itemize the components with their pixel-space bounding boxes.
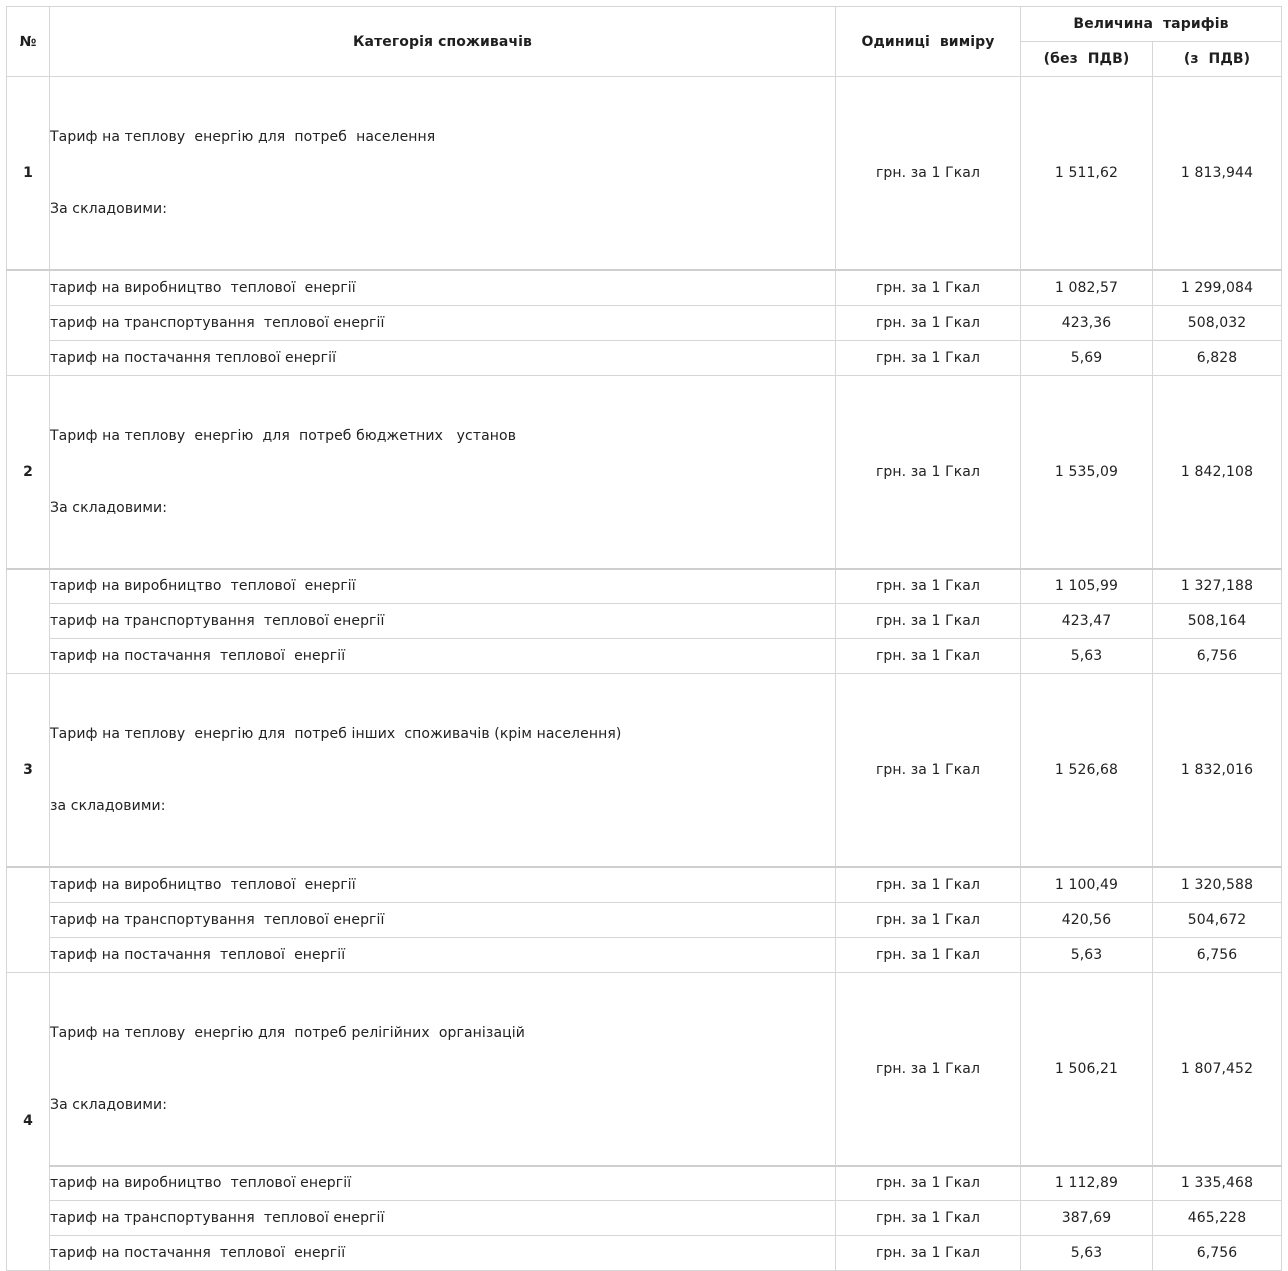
row-no-vat: 1 112,89 <box>1021 1166 1153 1201</box>
group-title-line1: Тариф на теплову енергію для потреб населення <box>50 129 436 145</box>
header-no-vat: (без ПДВ) <box>1021 42 1153 77</box>
row-label: тариф на транспортування теплової енергії <box>50 604 836 639</box>
group-unit: грн. за 1 Гкал <box>836 375 1021 569</box>
group-title-line1: Тариф на теплову енергію для потреб релігійних організацій <box>50 1024 525 1041</box>
row-no-vat: 423,47 <box>1021 604 1153 639</box>
row-no-vat: 5,63 <box>1021 1236 1153 1271</box>
group-with-vat: 1 832,016 <box>1153 674 1282 868</box>
row-label: тариф на транспортування теплової енергії <box>50 305 836 340</box>
table-row <box>7 639 1282 674</box>
row-label: тариф на постачання теплової енергії <box>50 639 836 674</box>
row-no-vat: 423,36 <box>1021 305 1153 340</box>
table-row <box>7 1166 1282 1201</box>
group-with-vat: 1 842,108 <box>1153 375 1282 569</box>
header-row-1 <box>7 7 1282 42</box>
row-label: тариф на постачання теплової енергії <box>50 937 836 972</box>
group-row <box>7 972 1282 1166</box>
row-no-vat: 387,69 <box>1021 1201 1153 1236</box>
group-row <box>7 375 1282 569</box>
table-row <box>7 1201 1282 1236</box>
tariffs-table <box>6 6 1282 1271</box>
group-title <box>50 77 836 271</box>
row-with-vat: 6,756 <box>1153 1236 1282 1271</box>
table-row <box>7 340 1282 375</box>
group-with-vat: 1 807,452 <box>1153 972 1282 1166</box>
table-header <box>7 7 1282 77</box>
row-no-vat: 420,56 <box>1021 902 1153 937</box>
group-no-vat: 1 535,09 <box>1021 375 1153 569</box>
group-with-vat: 1 813,944 <box>1153 77 1282 271</box>
row-label: тариф на транспортування теплової енергії <box>50 902 836 937</box>
row-with-vat: 1 335,468 <box>1153 1166 1282 1201</box>
table-row <box>7 902 1282 937</box>
table-row <box>7 569 1282 604</box>
group-title-line1: Тариф на теплову енергію для потреб бюджетних установ <box>50 427 517 444</box>
row-unit: грн. за 1 Гкал <box>836 604 1021 639</box>
group-title-line2: За складовими: <box>50 1096 168 1113</box>
row-with-vat: 1 299,084 <box>1153 270 1282 305</box>
row-with-vat: 508,032 <box>1153 305 1282 340</box>
row-label: тариф на транспортування теплової енергії <box>50 1201 836 1236</box>
group-title-line2: за складовими: <box>50 798 166 814</box>
group-unit: грн. за 1 Гкал <box>836 674 1021 868</box>
row-unit: грн. за 1 Гкал <box>836 1236 1021 1271</box>
group-row <box>7 674 1282 868</box>
row-unit: грн. за 1 Гкал <box>836 270 1021 305</box>
row-unit: грн. за 1 Гкал <box>836 867 1021 902</box>
table-row <box>7 1236 1282 1271</box>
group-num: 2 <box>7 375 50 569</box>
row-no-vat: 5,63 <box>1021 937 1153 972</box>
row-with-vat: 508,164 <box>1153 604 1282 639</box>
group-title <box>50 674 836 868</box>
row-label: тариф на виробництво теплової енергії <box>50 569 836 604</box>
group-row <box>7 77 1282 271</box>
group-unit: грн. за 1 Гкал <box>836 77 1021 271</box>
row-no-vat: 1 105,99 <box>1021 569 1153 604</box>
row-no-vat: 1 082,57 <box>1021 270 1153 305</box>
group-num: 4 <box>7 972 50 1271</box>
row-with-vat: 504,672 <box>1153 902 1282 937</box>
header-category: Категорія споживачів <box>50 7 836 77</box>
row-unit: грн. за 1 Гкал <box>836 340 1021 375</box>
group-no-vat: 1 506,21 <box>1021 972 1153 1166</box>
table-row <box>7 937 1282 972</box>
row-with-vat: 6,828 <box>1153 340 1282 375</box>
row-label: тариф на виробництво теплової енергії <box>50 867 836 902</box>
empty-num-cell <box>7 867 50 972</box>
table-row <box>7 604 1282 639</box>
group-no-vat: 1 526,68 <box>1021 674 1153 868</box>
group-title <box>50 375 836 569</box>
row-with-vat: 1 327,188 <box>1153 569 1282 604</box>
group-num: 1 <box>7 77 50 271</box>
row-with-vat: 6,756 <box>1153 639 1282 674</box>
row-with-vat: 465,228 <box>1153 1201 1282 1236</box>
table-body <box>7 77 1282 1271</box>
row-no-vat: 1 100,49 <box>1021 867 1153 902</box>
row-label: тариф на виробництво теплової енергії <box>50 1166 836 1201</box>
group-num: 3 <box>7 674 50 868</box>
group-title <box>50 972 836 1166</box>
table-row <box>7 867 1282 902</box>
table-row <box>7 305 1282 340</box>
group-no-vat: 1 511,62 <box>1021 77 1153 271</box>
row-unit: грн. за 1 Гкал <box>836 639 1021 674</box>
header-num: № <box>7 7 50 77</box>
header-with-vat: (з ПДВ) <box>1153 42 1282 77</box>
header-units: Одиниці виміру <box>836 7 1021 77</box>
row-unit: грн. за 1 Гкал <box>836 1166 1021 1201</box>
row-unit: грн. за 1 Гкал <box>836 305 1021 340</box>
group-unit: грн. за 1 Гкал <box>836 972 1021 1166</box>
group-title-line2: За складовими: <box>50 201 168 217</box>
header-tariffs: Величина тарифів <box>1021 7 1282 42</box>
row-no-vat: 5,69 <box>1021 340 1153 375</box>
row-label: тариф на постачання теплової енергії <box>50 1236 836 1271</box>
table-row <box>7 270 1282 305</box>
row-unit: грн. за 1 Гкал <box>836 569 1021 604</box>
row-unit: грн. за 1 Гкал <box>836 1201 1021 1236</box>
row-label: тариф на виробництво теплової енергії <box>50 270 836 305</box>
row-unit: грн. за 1 Гкал <box>836 937 1021 972</box>
row-with-vat: 1 320,588 <box>1153 867 1282 902</box>
group-title-line1: Тариф на теплову енергію для потреб інших споживачів (крім населення) <box>50 726 622 742</box>
row-unit: грн. за 1 Гкал <box>836 902 1021 937</box>
row-with-vat: 6,756 <box>1153 937 1282 972</box>
row-no-vat: 5,63 <box>1021 639 1153 674</box>
empty-num-cell <box>7 270 50 375</box>
empty-num-cell <box>7 569 50 674</box>
group-title-line2: За складовими: <box>50 499 168 516</box>
row-label: тариф на постачання теплової енергії <box>50 340 836 375</box>
